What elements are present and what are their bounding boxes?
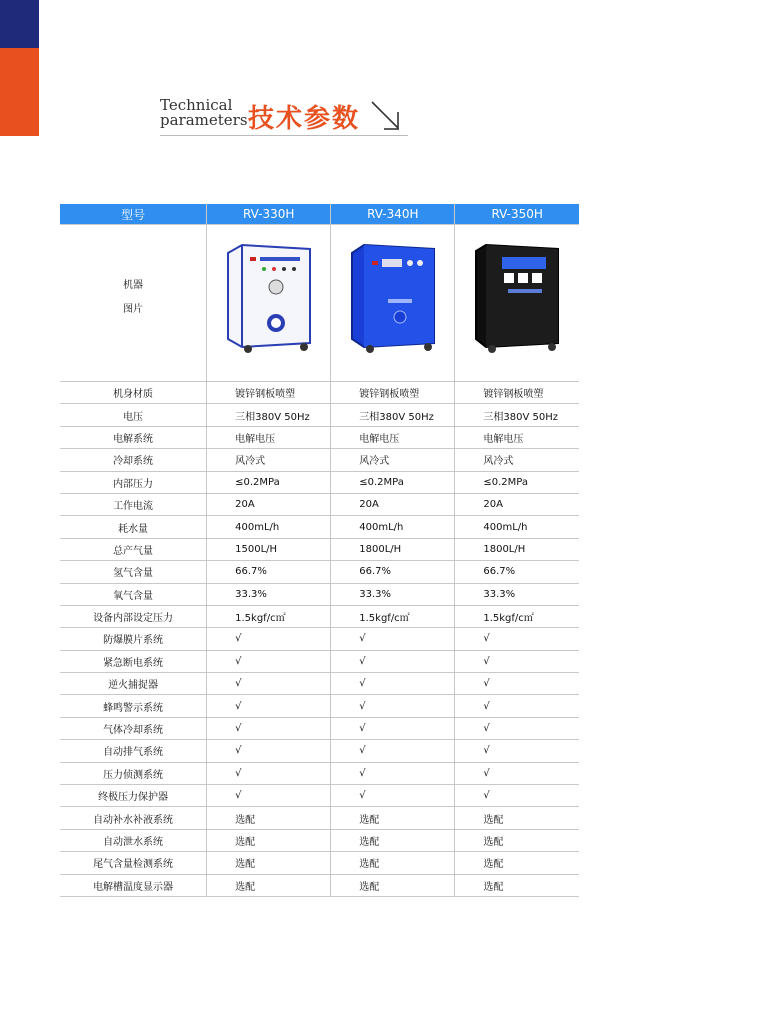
table-row bbox=[60, 740, 579, 762]
table-row bbox=[60, 829, 579, 851]
row-value: √ bbox=[331, 673, 455, 695]
spec-table bbox=[60, 204, 579, 897]
table-row bbox=[60, 673, 579, 695]
row-value: 选配 bbox=[207, 852, 331, 874]
row-value: 风冷式 bbox=[455, 449, 579, 471]
row-value: 20A bbox=[331, 493, 455, 515]
row-label: 蜂鸣警示系统 bbox=[60, 695, 207, 717]
table-row bbox=[60, 695, 579, 717]
white-machine-icon bbox=[224, 243, 314, 355]
row-value: 三相380V 50Hz bbox=[455, 404, 579, 426]
row-value: 1.5kgf/c㎡ bbox=[207, 605, 331, 627]
row-value: √ bbox=[331, 628, 455, 650]
row-value: √ bbox=[331, 650, 455, 672]
table-header-row bbox=[60, 204, 579, 225]
row-label: 紧急断电系统 bbox=[60, 650, 207, 672]
table-row bbox=[60, 382, 579, 404]
row-label: 总产气量 bbox=[60, 538, 207, 560]
diagonal-arrow-icon bbox=[370, 100, 402, 132]
table-row bbox=[60, 426, 579, 448]
row-value: 1500L/H bbox=[207, 538, 331, 560]
row-value: √ bbox=[331, 717, 455, 739]
row-value: 1.5kgf/c㎡ bbox=[455, 605, 579, 627]
row-label: 机身材质 bbox=[60, 382, 207, 404]
header-chinese: 技术参数 bbox=[248, 104, 361, 134]
row-value: ≤0.2MPa bbox=[207, 471, 331, 493]
row-value: 镀锌钢板喷塑 bbox=[455, 382, 579, 404]
row-value: √ bbox=[207, 650, 331, 672]
table-row bbox=[60, 516, 579, 538]
corner-bar-blue bbox=[0, 0, 39, 48]
row-value: 风冷式 bbox=[331, 449, 455, 471]
row-value: √ bbox=[455, 785, 579, 807]
row-value: 选配 bbox=[455, 829, 579, 851]
row-value: 电解电压 bbox=[207, 426, 331, 448]
row-value: √ bbox=[455, 762, 579, 784]
row-value: √ bbox=[207, 717, 331, 739]
table-row bbox=[60, 538, 579, 560]
table-row bbox=[60, 852, 579, 874]
row-value: 选配 bbox=[331, 829, 455, 851]
table-row bbox=[60, 404, 579, 426]
header-cell-model: 型号 bbox=[60, 204, 207, 225]
row-label: 电压 bbox=[60, 404, 207, 426]
row-label: 防爆膜片系统 bbox=[60, 628, 207, 650]
row-value: 1800L/H bbox=[331, 538, 455, 560]
header-cell-rv340h: RV-340H bbox=[331, 204, 455, 225]
machine-cell-2 bbox=[331, 225, 455, 382]
table-row bbox=[60, 628, 579, 650]
row-value: √ bbox=[455, 628, 579, 650]
row-value: 镀锌钢板喷塑 bbox=[207, 382, 331, 404]
row-value: √ bbox=[331, 785, 455, 807]
row-label: 自动泄水系统 bbox=[60, 829, 207, 851]
row-label: 氧气含量 bbox=[60, 583, 207, 605]
row-value: √ bbox=[455, 650, 579, 672]
row-value: √ bbox=[455, 673, 579, 695]
row-label: 耗水量 bbox=[60, 516, 207, 538]
row-value: 400mL/h bbox=[331, 516, 455, 538]
image-row bbox=[60, 225, 579, 382]
row-value: √ bbox=[207, 695, 331, 717]
image-label-2: 图片 bbox=[123, 304, 144, 315]
row-label: 氢气含量 bbox=[60, 561, 207, 583]
row-value: 33.3% bbox=[331, 583, 455, 605]
row-label: 电解系统 bbox=[60, 426, 207, 448]
table-row bbox=[60, 561, 579, 583]
row-value: 风冷式 bbox=[207, 449, 331, 471]
row-value: √ bbox=[455, 695, 579, 717]
row-label: 压力侦测系统 bbox=[60, 762, 207, 784]
row-label: 尾气含量检测系统 bbox=[60, 852, 207, 874]
header-cell-rv350h: RV-350H bbox=[455, 204, 579, 225]
table-row bbox=[60, 471, 579, 493]
row-label: 设备内部设定压力 bbox=[60, 605, 207, 627]
row-value: 66.7% bbox=[455, 561, 579, 583]
table-row bbox=[60, 583, 579, 605]
header-english bbox=[160, 98, 248, 128]
row-value: 三相380V 50Hz bbox=[331, 404, 455, 426]
row-value: ≤0.2MPa bbox=[331, 471, 455, 493]
row-value: 电解电压 bbox=[455, 426, 579, 448]
table-row bbox=[60, 807, 579, 829]
machine-cell-3 bbox=[455, 225, 579, 382]
row-value: 选配 bbox=[331, 874, 455, 896]
row-value: 选配 bbox=[331, 807, 455, 829]
row-value: √ bbox=[207, 740, 331, 762]
row-value: 选配 bbox=[207, 874, 331, 896]
row-value: 选配 bbox=[331, 852, 455, 874]
row-value: √ bbox=[207, 785, 331, 807]
row-label: 终极压力保护器 bbox=[60, 785, 207, 807]
row-value: √ bbox=[331, 762, 455, 784]
row-value: 400mL/h bbox=[455, 516, 579, 538]
row-value: √ bbox=[207, 673, 331, 695]
table-row bbox=[60, 449, 579, 471]
row-value: √ bbox=[455, 717, 579, 739]
row-value: 选配 bbox=[207, 829, 331, 851]
row-value: 33.3% bbox=[207, 583, 331, 605]
header-cell-rv330h: RV-330H bbox=[207, 204, 331, 225]
spec-rows bbox=[60, 382, 579, 897]
row-label: 冷却系统 bbox=[60, 449, 207, 471]
row-value: 选配 bbox=[207, 807, 331, 829]
row-value: 选配 bbox=[455, 852, 579, 874]
row-value: 1.5kgf/c㎡ bbox=[331, 605, 455, 627]
row-label: 电解槽温度显示器 bbox=[60, 874, 207, 896]
row-label: 工作电流 bbox=[60, 493, 207, 515]
table-row bbox=[60, 762, 579, 784]
row-value: 电解电压 bbox=[331, 426, 455, 448]
header-en-line2: parameters bbox=[160, 111, 248, 129]
row-label: 气体冷却系统 bbox=[60, 717, 207, 739]
table-row bbox=[60, 493, 579, 515]
row-value: 三相380V 50Hz bbox=[207, 404, 331, 426]
header-en-line1: Technical bbox=[160, 96, 233, 114]
row-value: 选配 bbox=[455, 807, 579, 829]
table-row bbox=[60, 717, 579, 739]
machine-cell-1 bbox=[207, 225, 331, 382]
image-label-cell bbox=[60, 225, 207, 382]
row-value: 选配 bbox=[455, 874, 579, 896]
table-row bbox=[60, 785, 579, 807]
image-label-1: 机器 bbox=[123, 280, 144, 291]
black-machine-icon bbox=[472, 243, 562, 355]
row-value: 33.3% bbox=[455, 583, 579, 605]
table-row bbox=[60, 874, 579, 896]
row-label: 自动补水补液系统 bbox=[60, 807, 207, 829]
row-label: 自动排气系统 bbox=[60, 740, 207, 762]
row-value: 1800L/H bbox=[455, 538, 579, 560]
table-row bbox=[60, 650, 579, 672]
row-value: 66.7% bbox=[331, 561, 455, 583]
row-value: 镀锌钢板喷塑 bbox=[331, 382, 455, 404]
row-value: 20A bbox=[455, 493, 579, 515]
row-value: 20A bbox=[207, 493, 331, 515]
blue-machine-icon bbox=[348, 243, 438, 355]
row-label: 内部压力 bbox=[60, 471, 207, 493]
corner-bar-red bbox=[0, 48, 39, 136]
header-underline bbox=[160, 135, 408, 136]
table-row bbox=[60, 605, 579, 627]
row-value: 66.7% bbox=[207, 561, 331, 583]
row-value: √ bbox=[207, 628, 331, 650]
row-value: 400mL/h bbox=[207, 516, 331, 538]
row-value: ≤0.2MPa bbox=[455, 471, 579, 493]
row-value: √ bbox=[455, 740, 579, 762]
row-value: √ bbox=[331, 695, 455, 717]
row-value: √ bbox=[207, 762, 331, 784]
row-value: √ bbox=[331, 740, 455, 762]
row-label: 逆火捕捉器 bbox=[60, 673, 207, 695]
